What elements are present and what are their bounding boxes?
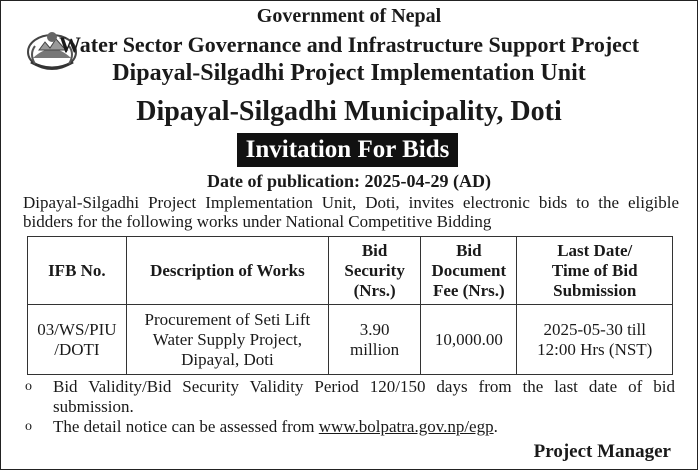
list-item <box>23 377 675 417</box>
validity-note: Bid Validity/Bid Security Validity Period 120/150 days from the last date of bid submission. <box>53 377 675 416</box>
detail-note-suffix: . <box>493 417 498 436</box>
table-row <box>28 305 673 375</box>
header-description: Description of Works <box>126 237 328 305</box>
government-title: Government of Nepal <box>256 5 442 27</box>
publication-date: Date of publication: 2025-04-29 (AD) <box>207 171 491 191</box>
unit-title: Dipayal-Silgadhi Project Implementation Unit <box>112 60 586 86</box>
header-last-date: Last Date/ Time of Bid Submission <box>517 237 673 305</box>
notes-list <box>23 377 675 437</box>
invitation-banner: Invitation For Bids <box>237 133 458 167</box>
project-title: Water Sector Governance and Infrastructure Support Project <box>58 32 640 57</box>
intro-paragraph: Dipayal-Silgadhi Project Implementation Unit, Doti, invites electronic bids to the eligible bidders for the following works under National Competitive Bidding <box>23 193 679 231</box>
bolpatra-link[interactable]: www.bolpatra.gov.np/egp <box>318 417 494 436</box>
municipality-title: Dipayal-Silgadhi Municipality, Doti <box>136 96 562 127</box>
cell-description: Procurement of Seti Lift Water Supply Project, Dipayal, Doti <box>126 305 328 375</box>
header-document-fee: Bid Document Fee (Nrs.) <box>421 237 517 305</box>
cell-document-fee: 10,000.00 <box>421 305 517 375</box>
list-item <box>23 417 675 437</box>
header-ifb-no: IFB No. <box>28 237 127 305</box>
table-header-row <box>28 237 673 305</box>
bullet-icon: o <box>25 419 32 434</box>
cell-bid-security: 3.90 million <box>329 305 421 375</box>
bids-table <box>27 236 673 375</box>
detail-note-prefix: The detail notice can be assessed from <box>53 417 319 436</box>
cell-last-date: 2025-05-30 till 12:00 Hrs (NST) <box>517 305 673 375</box>
cell-ifb-no: 03/WS/PIU /DOTI <box>28 305 127 375</box>
bullet-icon: o <box>25 379 32 394</box>
signature-title: Project Manager <box>533 441 671 462</box>
header-bid-security: Bid Security (Nrs.) <box>329 237 421 305</box>
